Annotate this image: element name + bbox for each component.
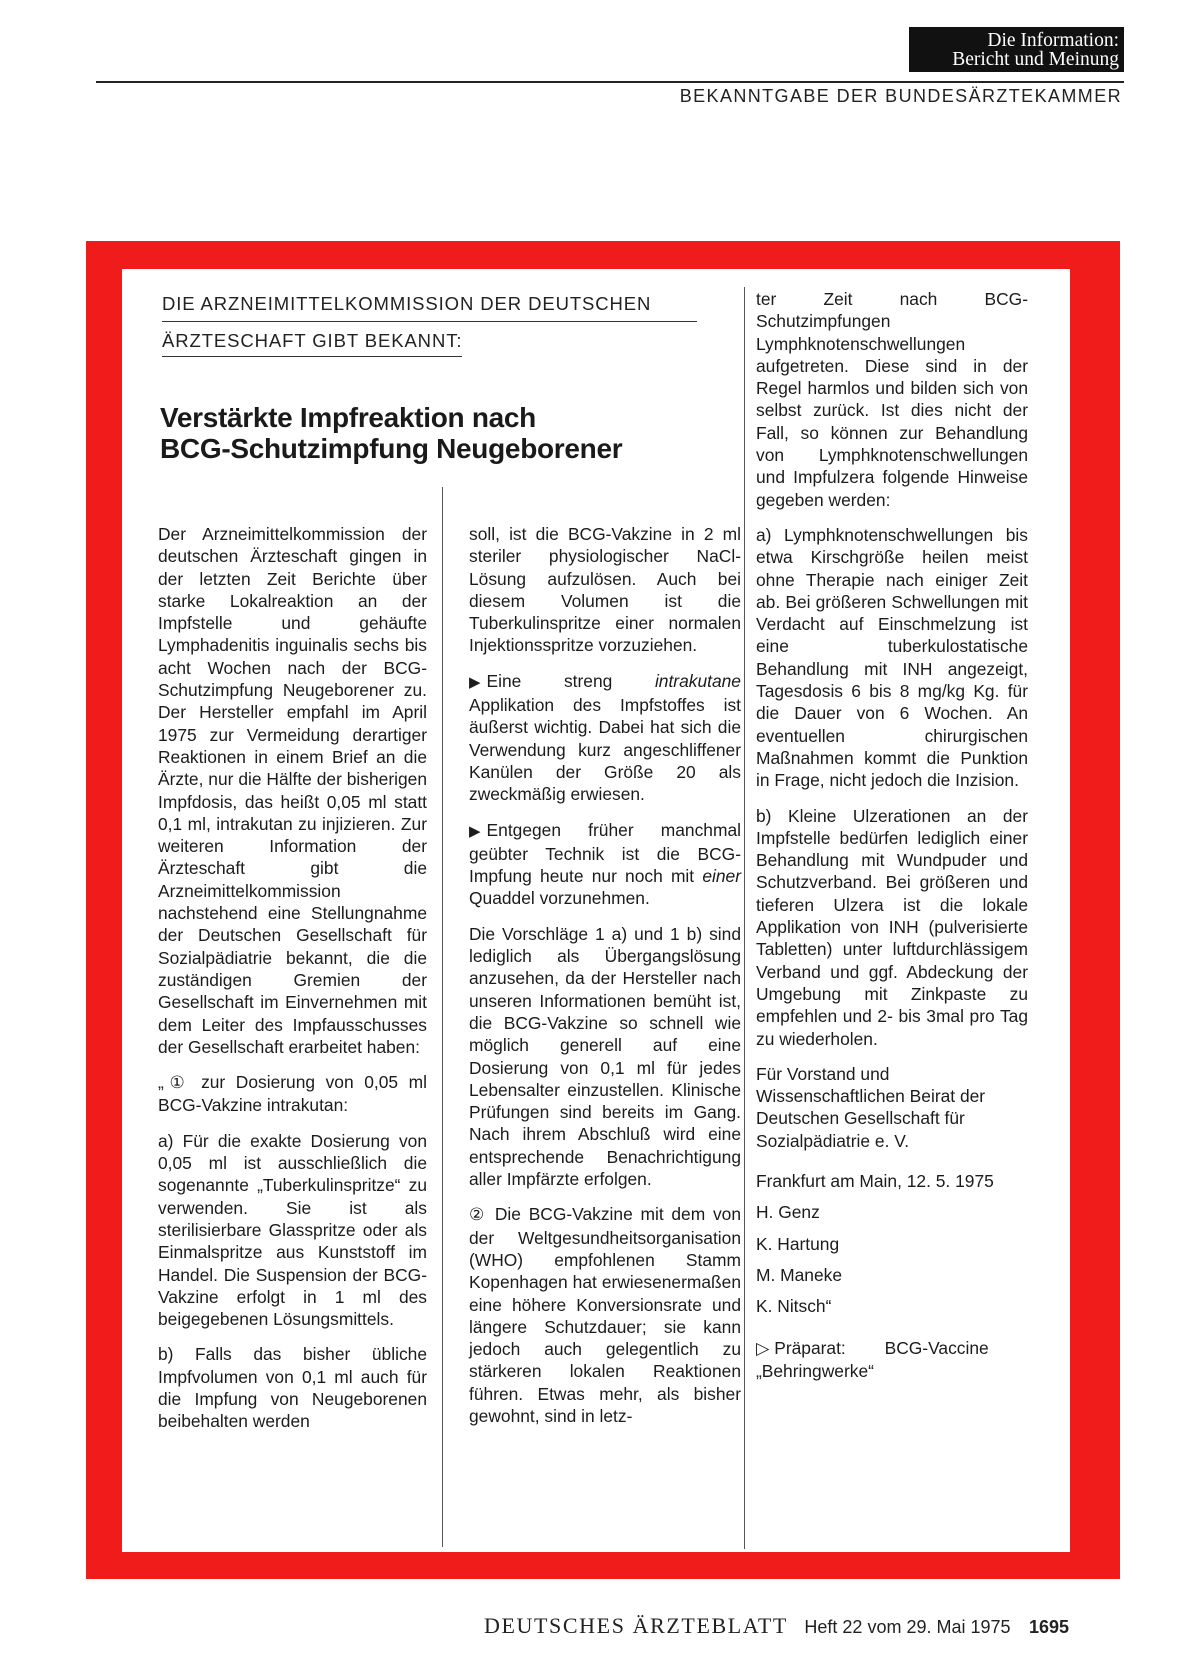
preparation-label: Präparat: xyxy=(774,1338,846,1359)
commission-line-2: ÄRZTESCHAFT GIBT BEKANNT: xyxy=(162,330,462,357)
signatory: H. Genz xyxy=(756,1202,820,1223)
paragraph xyxy=(469,819,741,910)
paragraph: a) Lymphknotenschwellungen bis etwa Kirschgröße heilen meist ohne Therapie nach einiger Zeit ab. Bei größeren Schwellungen mit Verdacht auf Einschmelzung ist eine tuberkulostatische Behandlung mit INH angezeigt, Tagesdosis 6 bis 8 mg/kg Kg. für die Dauer von 6 Wochen. An eventuellen chirurgischen Maßnahmen kommt die Punktion in Frage, nicht jedoch die Inzision. xyxy=(756,524,1028,791)
section-tag-line1: Die Information: xyxy=(987,30,1119,51)
signatory: K. Hartung xyxy=(756,1233,840,1254)
place-date: Frankfurt am Main, 12. 5. 1975 xyxy=(756,1170,994,1191)
section-kicker: BEKANNTGABE DER BUNDESÄRZTEKAMMER xyxy=(679,86,1122,106)
paragraph xyxy=(469,1203,741,1427)
preparation-maker: „Behringwerke“ xyxy=(756,1360,874,1381)
paragraph: a) Für die exakte Dosierung von 0,05 ml ist ausschließlich die sogenannte „Tuberkulinspritze“ zu verwenden. Sie ist als sterilisierbare Glasspritze oder als Einmalspritze aus Kunststoff im Handel. Die Suspension der BCG-Vakzine erfolgt in 1 ml des beigegebenen Lösungsmittels. xyxy=(158,1130,427,1330)
journal-name: DEUTSCHES ÄRZTEBLATT xyxy=(484,1613,788,1638)
paragraph: Der Arzneimittelkommission der deutschen Ärzteschaft gingen in der letzten Zeit Berichte über starke Lokalreaktion an der Impfstelle und gehäufte Lymphadenitis inguinalis sechs bis acht Wochen nach der BCG-Schutzimpfung Neugeborener zu. Der Hersteller empfahl im April 1975 zur Vermeidung derartiger Reaktionen in einem Brief an die Ärzte, nur die Hälfte der bisherigen Impfdosis, das heißt 0,05 ml statt 0,1 ml, intrakutan zu injizieren. Zur weiteren Information der Ärzteschaft gibt die Arzneimittelkommission nachstehend eine Stellungnahme der Deutschen Gesellschaft für Sozialpädiatrie bekannt, die die zuständigen Gremien der Gesellschaft im Einvernehmen mit dem Leiter des Impfausschusses der Gesellschaft erarbeitet haben: xyxy=(158,524,427,1057)
emphasis-text: intrakutane xyxy=(654,670,741,691)
preparation-name: BCG-Vaccine xyxy=(884,1338,989,1359)
section-tag-line2: Bericht und Meinung xyxy=(952,49,1119,70)
paragraph-text: Die BCG-Vakzine mit dem von der Weltgesundheitsorganisation (WHO) empfohlenen Stamm Kopenhagen hat erwiesenermaßen eine höhere Konversionsrate und längere Schutzdauer; sie kann jedoch auch gelegentlich zu stärkeren lokalen Reaktionen führen. Etwas mehr, als bisher gewohnt, sind in letz- xyxy=(469,1204,741,1426)
signature-block xyxy=(756,1170,1028,1317)
paragraph: b) Kleine Ulzerationen an der Impfstelle bedürfen lediglich einer Behandlung mit Wundpuder und Schutzverband. Bei größeren und tieferen Ulzera ist die lokale Applikation von INH (pulverisierte Tabletten) unter luftdurchlässigem Verband und ggf. Abdeckung der Umgebung mit Zinkpaste zu empfehlen und 2- bis 3mal pro Tag zu wiederholen. xyxy=(756,805,1028,1049)
paragraph xyxy=(469,670,741,806)
paragraph-text: Eine streng xyxy=(486,670,613,691)
commission-heading xyxy=(162,293,697,357)
section-tag xyxy=(909,27,1124,72)
paragraph: b) Falls das bisher übliche Impfvolumen von 0,1 ml auch für die Impfung von Neugeborenen beibehalten werden xyxy=(158,1344,427,1432)
paragraph: soll, ist die BCG-Vakzine in 2 ml steriler physiologischer NaCl-Lösung aufzulösen. Auch bei diesem Volumen ist die Tuberkulinspritze einer normalen Injektionsspritze vorzuziehen. xyxy=(469,524,741,656)
circled-one-icon: ① xyxy=(163,1073,191,1093)
paragraph xyxy=(158,1071,427,1117)
paragraph-text: zur Dosierung von 0,05 ml BCG-Vakzine intrakutan: xyxy=(158,1072,427,1116)
header-rule xyxy=(96,81,1124,83)
paragraph: Die Vorschläge 1 a) und 1 b) sind lediglich als Übergangslösung anzusehen, da der Hersteller nach unseren Informationen bemüht ist, die BCG-Vakzine so schnell wie möglich generell auf eine Dosierung von 0,1 ml für jedes Lebensalter einzustellen. Klinische Prüfungen sind bereits im Gang. Nach ihrem Abschluß wird eine entsprechende Benachrichtigung aller Impfärzte erfolgen. xyxy=(469,923,741,1190)
commission-line-1: DIE ARZNEIMITTELKOMMISSION DER DEUTSCHEN xyxy=(162,293,697,322)
paragraph: ter Zeit nach BCG-Schutzimpfungen Lymphknotenschwellungen aufgetreten. Diese sind in der Regel harmlos und bilden sich von selbst zurück. Ist dies nicht der Fall, so können zur Behandlung von Lymphknotenschwellungen und Impfulzera folgende Hinweise gegeben werden: xyxy=(756,289,1028,510)
title-line-1: Verstärkte Impfreaktion nach xyxy=(160,402,536,433)
preparation-line xyxy=(756,1337,1028,1359)
column-2 xyxy=(469,523,741,1440)
paragraph-text: Entgegen früher manchmal geübter Technik ist die BCG-Impfung heute nur noch mit xyxy=(469,819,741,887)
article-title xyxy=(160,402,720,464)
emphasis-text: einer xyxy=(702,866,741,887)
column-3 xyxy=(756,288,1028,1382)
page-number: 1695 xyxy=(1028,1617,1070,1637)
signatory: K. Nitsch“ xyxy=(756,1296,832,1317)
column-divider-1 xyxy=(442,487,443,1547)
open-triangle-icon: ▷ xyxy=(756,1338,770,1359)
page-footer xyxy=(484,1613,1104,1639)
quote-open: „ xyxy=(158,1072,164,1093)
paragraph-text: Applikation des Impfstoffes ist äußerst wichtig. Dabei hat sich die Verwendung kurz angeschliffener Kanülen der Größe 20 als zweckmäßig erwiesen. xyxy=(469,695,741,805)
title-line-2: BCG-Schutzimpfung Neugeborener xyxy=(160,433,623,464)
triangle-bullet-icon: ▶ xyxy=(469,673,481,691)
triangle-bullet-icon: ▶ xyxy=(469,822,481,840)
issue-info: Heft 22 vom 29. Mai 1975 xyxy=(804,1617,1011,1637)
column-1 xyxy=(158,523,427,1446)
preparation-note xyxy=(756,1337,1028,1382)
column-divider-2 xyxy=(744,287,745,1549)
notice-content xyxy=(122,269,1070,1552)
circled-two-icon: ② xyxy=(469,1205,488,1225)
notice-frame xyxy=(86,241,1120,1579)
signatory: M. Maneke xyxy=(756,1264,843,1285)
paragraph: Für Vorstand und Wissenschaftlichen Beirat der Deutschen Gesellschaft für Sozialpädiatrie e. V. xyxy=(756,1063,986,1151)
paragraph-text: Quaddel vorzunehmen. xyxy=(469,888,650,909)
